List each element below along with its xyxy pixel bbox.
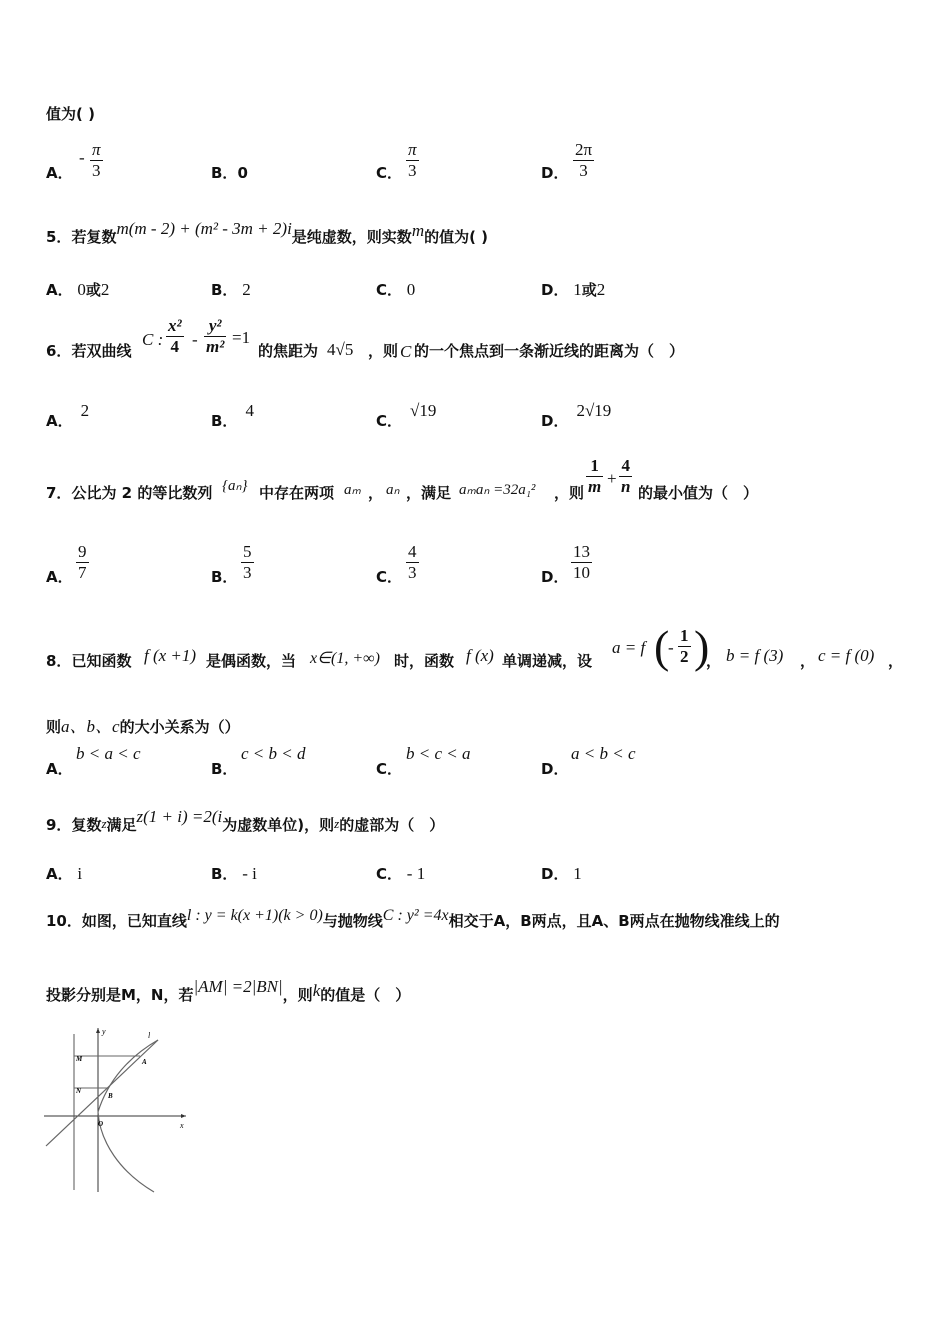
q10-stem-line2: 投影分别是M，N，若|AM| =2|BN|，则k的值是（ ） (46, 977, 411, 1004)
q5-option-c[interactable]: C． 0 (376, 280, 416, 299)
origin-label: O (98, 1120, 104, 1128)
point-b-label: B (108, 1092, 113, 1100)
q8-stem-line2: 则a、b、c的大小关系为（） (46, 717, 240, 736)
q4-option-b[interactable]: B．0 (211, 164, 248, 182)
q9-option-c[interactable]: C． - 1 (376, 864, 426, 883)
q9-option-b[interactable]: B． - i (211, 864, 257, 883)
q10-stem: 10．如图，已知直线l : y = k(x +1)(k > 0)与抛物线C : y² =4x相交于A，B两点，且A、B两点在抛物线准线上的 (46, 907, 780, 930)
q6-option-c[interactable]: C．√19 (376, 401, 437, 430)
x-label: x (180, 1121, 184, 1130)
q9-option-a[interactable]: A． i (46, 864, 83, 883)
q5-option-a[interactable]: A． 0或2 (46, 280, 110, 299)
q9-stem: 9．复数z满足z(1 + i) =2(i为虚数单位)，则z的虚部为（ ） (46, 807, 445, 834)
point-m-label: M (76, 1055, 83, 1063)
point-a-label: A (142, 1058, 147, 1066)
q6-option-a[interactable]: A．2 (46, 401, 90, 430)
point-n-label: N (76, 1087, 82, 1095)
q7-stem: 7．公比为 2 的等比数列 {aₙ} 中存在两项 aₘ ， aₙ ，满足 aₘaₙ =32a₁² ，则 $\frac{1}{m}$ + $\frac{4}{n}$ 的最小值为（ ） (46, 456, 759, 502)
q5-option-d[interactable]: D． 1或2 (541, 280, 606, 299)
q4-stem-tail: 值为( ) (46, 105, 95, 123)
q9-option-d[interactable]: D． 1 (541, 864, 582, 883)
q5-option-b[interactable]: B． 2 (211, 280, 251, 299)
parabola-figure (40, 1022, 200, 1198)
l-label: l (148, 1031, 151, 1040)
q6-option-d[interactable]: D．2√19 (541, 401, 612, 430)
q8-stem: 8．已知函数 f (x +1) 是偶函数，当 x∈(1, +∞) 时，函数 f (x) 单调递减，设 a = f ( - $\frac{1}{2}$ ) ， b = f (3) ， c = f (0) ， (46, 621, 904, 672)
q6-option-b[interactable]: B．4 (211, 401, 254, 430)
q5-stem: 5．若复数m(m - 2) + (m² - 3m + 2)i是纯虚数，则实数m的值为( ) (46, 219, 489, 246)
y-label: y (102, 1027, 106, 1036)
